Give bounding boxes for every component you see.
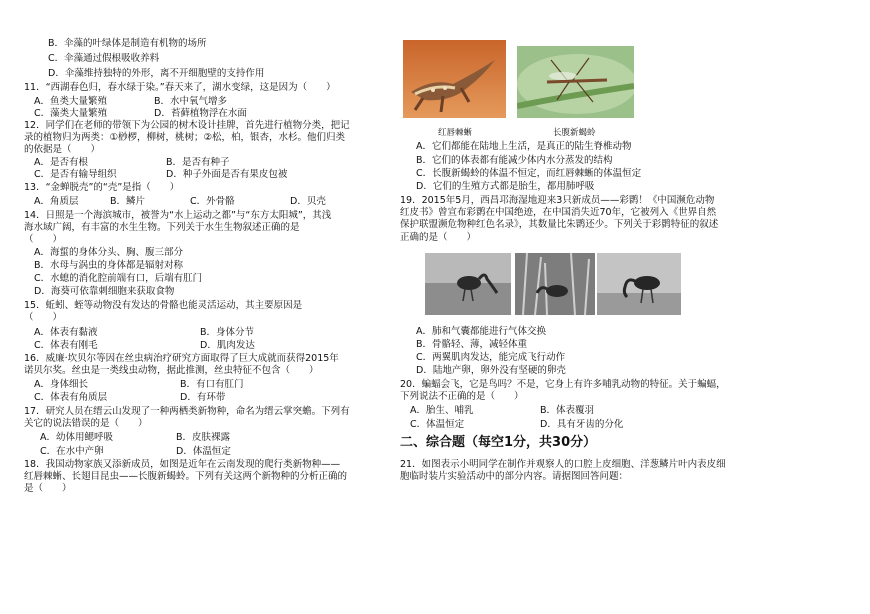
lizard-photo <box>403 40 506 118</box>
left-text-line: A．海蜇的身体分头、胸、腹三部分 <box>34 247 183 258</box>
right-text-line: D．具有牙齿的分化 <box>540 419 624 430</box>
left-text-line: D．海葵可依靠刺细胞来获取食物 <box>34 286 175 297</box>
left-text-line: C．藻类大量繁殖 <box>34 108 108 119</box>
lizard-caption: 红唇棘蜥 <box>438 128 473 138</box>
left-text-line: C．水螅的消化腔前端有口，后端有肛门 <box>34 273 203 284</box>
left-text-line: 是（ ） <box>24 483 72 494</box>
left-text-line: A．鱼类大量繁殖 <box>34 96 107 107</box>
left-text-line: （ ） <box>24 312 63 323</box>
ibis-photo-3 <box>597 253 681 315</box>
left-text-line: A．身体细长 <box>34 379 88 390</box>
right-text-line: C．体温恒定 <box>410 419 465 430</box>
right-text-line: A．肺和气囊都能进行气体交换 <box>416 326 546 337</box>
right-text-line: 胞临时装片实验活动中的部分内容。请据图回答问题： <box>400 471 629 482</box>
left-text-line: 诺贝尔奖。丝虫是一类线虫动物，据此推测，丝虫特征不包含（ ） <box>24 365 319 376</box>
left-text-line: B．水母与涡虫的身体都是辐射对称 <box>34 260 184 271</box>
left-text-line: B．有口有肛门 <box>180 379 244 390</box>
right-text-line: 下列说法不正确的是（ ） <box>400 391 524 402</box>
scorpionfly-caption: 长腹新蝎蛉 <box>553 128 596 138</box>
right-text-line: D．它们的生殖方式都是胎生，都用肺呼吸 <box>416 181 595 192</box>
left-text-line: B．伞藻的叶绿体是制造有机物的场所 <box>48 38 207 49</box>
right-text-line: 20．蝙蝠会飞，它是鸟吗？不是，它身上有许多哺乳动物的特征。关于蝙蝠， <box>400 379 726 390</box>
right-text-line: D．陆地产卵，卵外没有坚硬的卵壳 <box>416 365 566 376</box>
left-text-line: 15．蚯蚓、蛭等动物没有发达的骨骼也能灵活运动，其主要原因是 <box>24 300 303 311</box>
left-text-line: 录的植物归为两类：①桫椤，柳树，桃树；②松，柏，银杏，水杉。他们归类 <box>24 132 346 143</box>
left-text-line: 13．“金蝉脱壳”的“壳”是指（ ） <box>24 182 180 193</box>
section-title: 二、综合题（每空1分，共30分） <box>400 435 597 450</box>
left-text-line: A．幼体用鳃呼吸 <box>40 432 113 443</box>
left-text-line: D．有环带 <box>180 392 226 403</box>
left-text-line: 14．日照是一个海滨城市，被誉为“水上运动之都”与“东方太阳城”，其浅 <box>24 210 332 221</box>
ibis-photo-1 <box>425 253 511 315</box>
left-text-line: B．水中氧气增多 <box>154 96 228 107</box>
left-text-line: 海水域广阔，有丰富的水生生物。下列关于水生生物叙述正确的是 <box>24 222 300 233</box>
left-text-line: B．皮肤裸露 <box>176 432 231 443</box>
scorpionfly-photo <box>517 46 634 118</box>
right-text-line: C．两翼肌肉发达，能完成飞行动作 <box>416 352 566 363</box>
right-text-line: A．胎生、哺乳 <box>410 405 474 416</box>
left-text-line: （ ） <box>24 234 63 245</box>
ibis-photo-2 <box>515 253 595 315</box>
left-text-line: C．外骨骼 <box>190 196 235 207</box>
left-text-line: 红唇棘蜥、长翅目昆虫——长腹新蝎蛉。下列有关这两个新物种的分析正确的 <box>24 471 348 482</box>
right-text-line: A．它们都能在陆地上生活，是真正的陆生脊椎动物 <box>416 141 632 152</box>
left-text-line: B．是否有种子 <box>166 157 230 168</box>
left-text-line: 关它的说法错误的是（ ） <box>24 418 148 429</box>
left-text-line: D．肌肉发达 <box>200 340 255 351</box>
left-text-line: D．贝壳 <box>290 196 326 207</box>
right-text-line: C．长腹新蝎蛉的体温不恒定，而红唇棘蜥的体温恒定 <box>416 168 642 179</box>
left-text-line: C．是否有输导组织 <box>34 169 117 180</box>
left-text-line: C．在水中产卵 <box>40 446 104 457</box>
right-text-line: B．骨骼轻、薄，减轻体重 <box>416 339 528 350</box>
left-text-line: C．体表有刚毛 <box>34 340 98 351</box>
right-text-line: 21．如图表示小明同学在制作并观察人的口腔上皮细胞、洋葱鳞片叶内表皮细 <box>400 459 726 470</box>
right-text-line: 保护联盟濒危物种红色名录》，其数量比朱鹮还少。下列关于彩鹮特征的叙述 <box>400 219 719 230</box>
left-text-line: A．是否有根 <box>34 157 88 168</box>
right-text-line: 红皮书》曾宣布彩鹮在中国绝迹，在中国消失近70年，它被列入《世界自然 <box>400 207 717 218</box>
left-text-line: 12．同学们在老师的带领下为公园的树木设计挂牌，首先进行植物分类，把记 <box>24 120 350 131</box>
left-text-line: 16．威廉·坎贝尔等因在丝虫病治疗研究方面取得了巨大成就而获得2015年 <box>24 353 339 364</box>
left-text-line: D．体温恒定 <box>176 446 231 457</box>
left-text-line: D．伞藻维持独特的外形，离不开细胞壁的支持作用 <box>48 68 265 79</box>
right-text-line: B．体表覆羽 <box>540 405 595 416</box>
left-text-line: A．角质层 <box>34 196 79 207</box>
left-text-line: 的依据是（ ） <box>24 144 101 155</box>
left-text-line: B．身体分节 <box>200 327 255 338</box>
left-text-line: 11．“西湖春色归，春水绿于染。”春天来了，湖水变绿，这是因为（ ） <box>24 82 336 93</box>
left-text-line: C．体表有角质层 <box>34 392 108 403</box>
left-text-line: 18．我国动物家族又添新成员，如图是近年在云南发现的爬行类新物种—— <box>24 459 341 470</box>
left-text-line: 17．研究人员在缙云山发现了一种两栖类新物种，命名为缙云掌突蟾。下列有 <box>24 406 350 417</box>
left-text-line: D．种子外面是否有果皮包被 <box>166 169 288 180</box>
right-text-line: B．它们的体表都有能减少体内水分蒸发的结构 <box>416 155 613 166</box>
right-text-line: 19．2015年5月，西昌邛海湿地迎来3只新成员——彩鹮！《中国濒危动物 <box>400 195 715 206</box>
left-text-line: B．鳞片 <box>110 196 146 207</box>
left-text-line: A．体表有黏液 <box>34 327 98 338</box>
left-text-line: D．苔藓植物浮在水面 <box>154 108 247 119</box>
left-text-line: C．伞藻通过假根吸收养料 <box>48 53 160 64</box>
right-text-line: 正确的是（ ） <box>400 232 477 243</box>
